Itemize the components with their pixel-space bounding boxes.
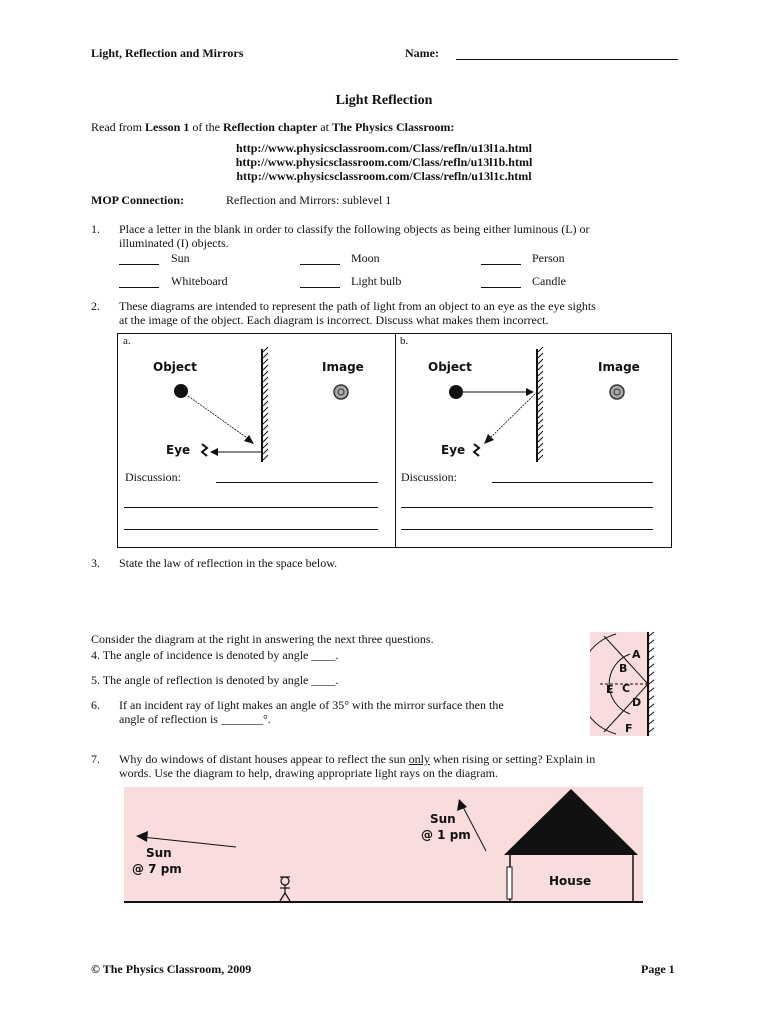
footer-page-number: Page 1	[641, 962, 675, 976]
mop-value: Reflection and Mirrors: sublevel 1	[226, 193, 392, 207]
incident-ray	[188, 396, 250, 440]
mirror-hatching	[538, 347, 543, 460]
person-leg-left	[280, 893, 285, 901]
panel-b-discussion-label: Discussion:	[401, 470, 458, 484]
q7-text-1: Why do windows of distant houses appear to reflect the sun only when rising or setting? Explain in	[119, 752, 596, 766]
doc-header-title: Light, Reflection and Mirrors	[91, 46, 244, 60]
mop-label: MOP Connection:	[91, 193, 184, 207]
house-label: House	[549, 874, 592, 888]
item-sun: Sun	[171, 251, 190, 265]
blank-whiteboard[interactable]	[119, 287, 159, 288]
q1-text-2: illuminated (I) objects.	[119, 236, 229, 250]
panel-b-answer-line-2[interactable]	[401, 507, 653, 508]
object-dot	[174, 384, 188, 398]
name-label: Name:	[405, 46, 439, 60]
blank-moon[interactable]	[300, 264, 340, 265]
footer-copyright: © The Physics Classroom, 2009	[91, 962, 252, 976]
panel-a-answer-line-2[interactable]	[124, 507, 378, 508]
blank-person[interactable]	[481, 264, 521, 265]
q5-text: 5. The angle of reflection is denoted by angle ____.	[91, 673, 339, 687]
angle-label-d: D	[632, 696, 642, 709]
sun-house-drawing	[124, 787, 643, 907]
q6-text-2: angle of reflection is _______°.	[119, 712, 271, 726]
item-moon: Moon	[351, 251, 380, 265]
eye-icon	[474, 444, 479, 456]
page-title: Light Reflection	[335, 93, 433, 108]
angle-label-e: E	[606, 683, 614, 696]
intro-line: Read from Lesson 1 of the Reflection chapter at The Physics Classroom:	[91, 120, 455, 134]
panel-a-answer-line-3[interactable]	[124, 529, 378, 530]
panel-a-discussion-label: Discussion:	[125, 470, 182, 484]
reflected-arrowhead	[210, 448, 218, 456]
object-dot	[449, 385, 463, 399]
panel-a-object-label: Object	[153, 360, 197, 374]
item-person: Person	[532, 251, 565, 265]
q7-text-2: words. Use the diagram to help, drawing appropriate light rays on the diagram.	[119, 766, 498, 780]
q4-text: 4. The angle of incidence is denoted by angle ____.	[91, 648, 339, 662]
q3-answer-space[interactable]	[119, 575, 669, 625]
panel-a-image-label: Image	[322, 360, 364, 374]
house-window	[507, 867, 512, 899]
angle-label-c: C	[622, 682, 631, 695]
house-roof	[504, 789, 638, 855]
blank-sun[interactable]	[119, 264, 159, 265]
image-dot	[610, 385, 624, 399]
q1-text-1: Place a letter in the blank in order to classify the following objects as being either luminous (L) or	[119, 222, 590, 236]
q2-text-2: at the image of the object. Each diagram is incorrect. Discuss what makes them incorrect.	[119, 313, 549, 327]
panel-a-eye-label: Eye	[166, 443, 191, 457]
sun-7pm-arrowhead	[136, 831, 148, 842]
mirror-hatching	[263, 347, 268, 460]
incident-arrowhead	[526, 388, 534, 396]
eye-icon	[202, 444, 207, 456]
blank-lightbulb[interactable]	[300, 287, 340, 288]
q7-number: 7.	[91, 752, 100, 766]
panel-b-answer-line-1[interactable]	[492, 482, 653, 483]
panel-a-ray-diagram	[118, 340, 394, 470]
sun-7pm-label: Sun	[146, 846, 172, 860]
angle-label-b: B	[619, 662, 628, 675]
q3-number: 3.	[91, 556, 100, 570]
lesson-url-2[interactable]: http://www.physicsclassroom.com/Class/refln/u13l1b.html	[235, 155, 533, 169]
person-head	[281, 877, 289, 885]
lesson-url-1[interactable]: http://www.physicsclassroom.com/Class/refln/u13l1a.html	[236, 141, 532, 155]
blank-candle[interactable]	[481, 287, 521, 288]
name-field[interactable]	[456, 59, 678, 60]
panel-b-object-label: Object	[428, 360, 472, 374]
panel-b-label: b.	[400, 335, 409, 347]
sun-1pm-arrowhead	[457, 799, 467, 811]
panel-b-answer-line-3[interactable]	[401, 529, 653, 530]
panel-b-image-label: Image	[598, 360, 640, 374]
panel-a-label: a.	[123, 335, 131, 347]
q2-text-1: These diagrams are intended to represent the path of light from an object to an eye as the eye sights	[119, 299, 596, 313]
consider-text: Consider the diagram at the right in answering the next three questions.	[91, 632, 434, 646]
person-leg-right	[285, 893, 290, 901]
q1-number: 1.	[91, 222, 100, 236]
angle-label-a: A	[632, 648, 641, 661]
q2-number: 2.	[91, 299, 100, 313]
item-candle: Candle	[532, 274, 566, 288]
reflected-arrowhead	[484, 434, 494, 444]
q6-number: 6.	[91, 698, 100, 712]
sun-1pm-time: @ 1 pm	[421, 828, 471, 842]
q6-text-1: If an incident ray of light makes an angle of 35° with the mirror surface then the	[119, 698, 504, 712]
sun-7pm-time: @ 7 pm	[132, 862, 182, 876]
panel-b-ray-diagram	[396, 340, 669, 470]
panel-b-eye-label: Eye	[441, 443, 466, 457]
reflected-ray	[488, 392, 537, 440]
panel-a-answer-line-1[interactable]	[216, 482, 378, 483]
sun-1pm-label: Sun	[430, 812, 456, 826]
item-lightbulb: Light bulb	[351, 274, 402, 288]
item-whiteboard: Whiteboard	[171, 274, 228, 288]
angle-label-f: F	[625, 722, 633, 735]
image-dot	[334, 385, 348, 399]
lesson-url-3[interactable]: http://www.physicsclassroom.com/Class/refln/u13l1c.html	[236, 169, 532, 183]
q3-text: State the law of reflection in the space below.	[119, 556, 338, 570]
